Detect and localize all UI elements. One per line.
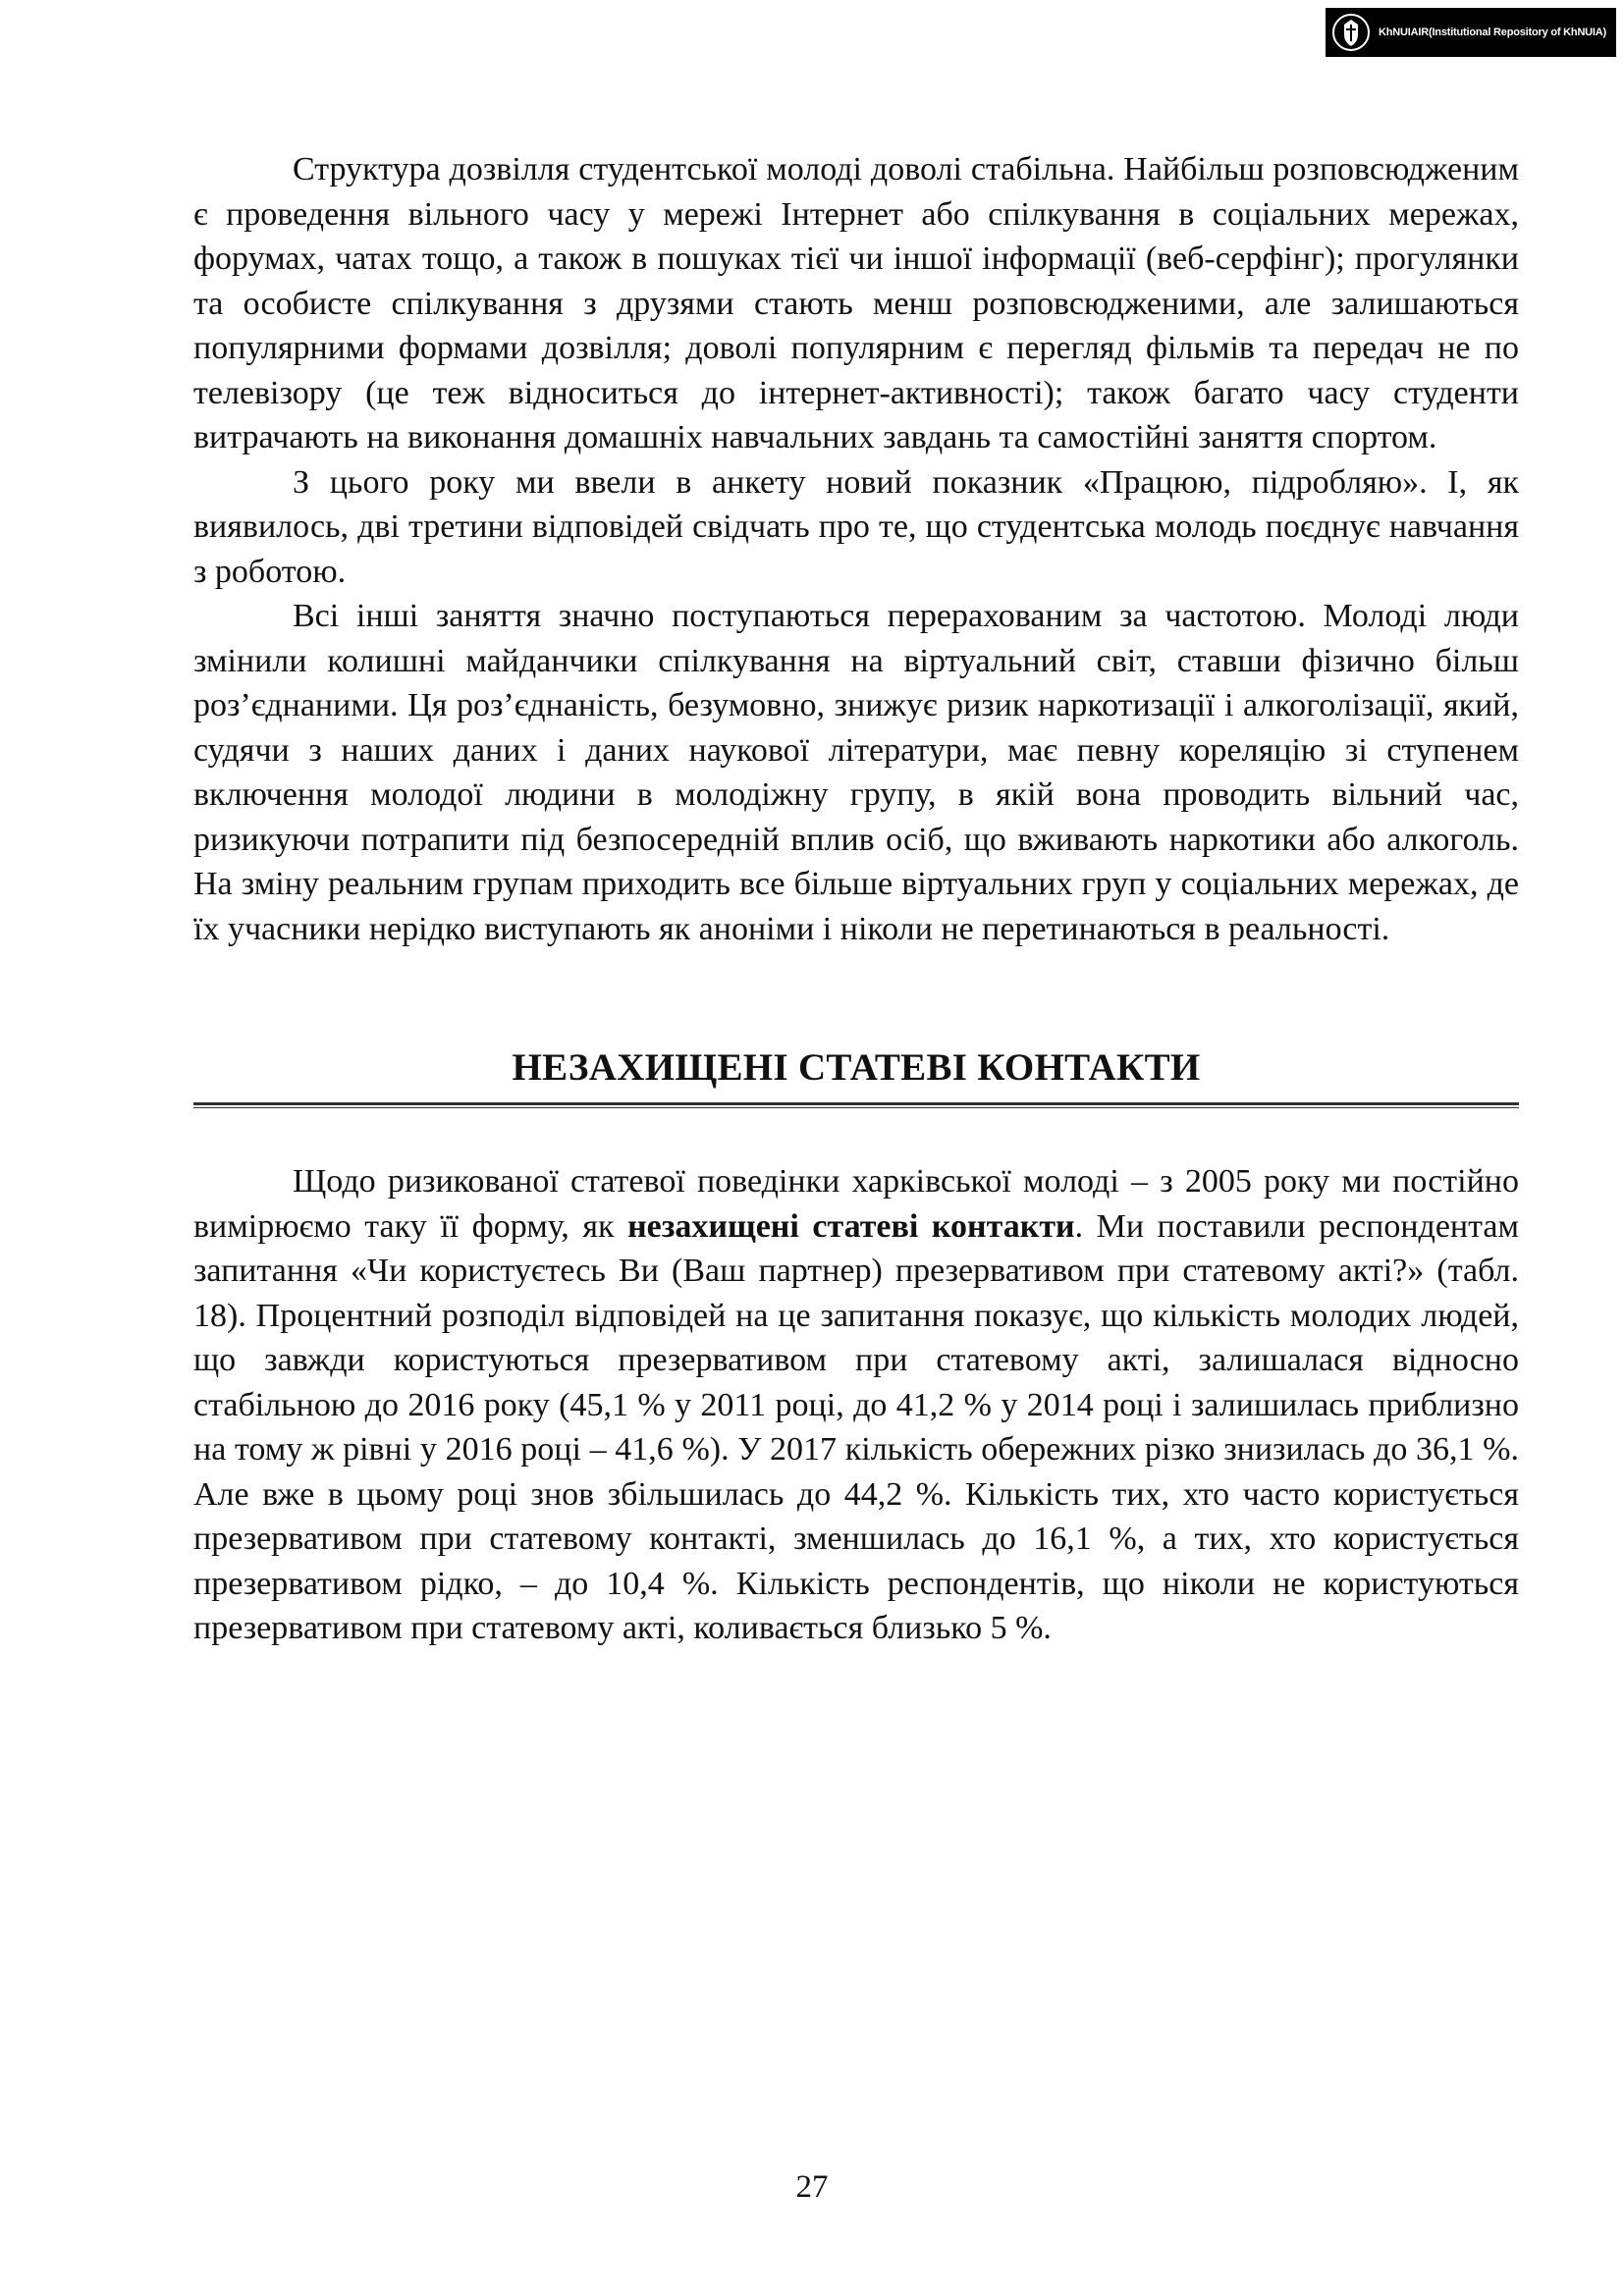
paragraph-leisure-structure: Структура дозвілля студентської молоді доволі стабільна. Найбільш розповсюдженим є проведення вільного часу у мережі Інтернет або спілкування в соціальних мережах, форумах, чатах тощо, а також в пошуках тієї чи іншої інформації (веб-серфінг); прогулянки та особисте спілкування з друзями стають менш розповсюдженими, але залишаються популярними формами дозвілля; доволі популярним є перегляд фільмів та передач не по телевізору (це теж відноситься до інтернет-активності); також багато часу студенти витрачають на виконання домашніх навчальних завдань та самостійні заняття спортом. [193, 151, 1519, 455]
page-content [193, 147, 1519, 1651]
repository-badge-label: KhNUIAIR(Institutional Repository of KhNUIA) [1379, 27, 1606, 38]
paragraph-work-indicator: З цього року ми ввели в анкету новий показник «Працюю, підробляю». І, як виявилось, дві третини відповідей свідчать про те, що студентська молодь поєднує навчання з роботою. [193, 463, 1519, 590]
section-heading: НЕЗАХИЩЕНІ СТАТЕВІ КОНТАКТИ [512, 1046, 1201, 1089]
page-number: 27 [795, 2169, 829, 2205]
paragraph-unprotected-contacts [193, 1159, 1519, 1651]
bold-term: незахищені статеві контакти [627, 1207, 1075, 1245]
repository-badge[interactable] [1326, 8, 1616, 57]
paragraph-virtual-world: Всі інші заняття значно поступаються перерахованим за частотою. Молоді люди змінили колишні майданчики спілкування на віртуальний світ, ставши фізично більш роз’єднаними. Ця роз’єднаність, безумовно, знижує ризик наркотизації і алкоголізації, який, судячи з наших даних і даних наукової літератури, має певну кореляцію зі ступенем включення молодої людини в молодіжну групу, в якій вона проводить вільний час, ризикуючи потрапити під безпосередній вплив осіб, що вживають наркотики або алкоголь. На зміну реальним групам приходить все більше віртуальних груп у соціальних мережах, де їх учасники нерідко виступають як аноніми і ніколи не перетинаються в реальності. [193, 598, 1519, 947]
paragraph-text-end: . Ми поставили респондентам запитання «Чи користуєтесь Ви (Ваш партнер) презервативом при статевому акті?» (табл. 18). Процентний розподіл відповідей на це запитання показує, що кількість молодих людей, що завжди користуються презервативом при статевому акті, залишалася відносно стабільною до 2016 року (45,1 % у 2011 році, до 41,2 % у 2014 році і залишилась приблизно на тому ж рівні у 2016 році – 41,6 %). У 2017 кількість обережних різко знизилась до 36,1 %. Але вже в цьому році знов збільшилась до 44,2 %. Кількість тих, хто часто користується презервативом при статевому контакті, зменшилась до 16,1 %, а тих, хто користується презервативом рідко, – до 10,4 %. Кількість респондентів, що ніколи не користуються презервативом при статевому акті, коливається близько 5 %. [193, 1207, 1519, 1646]
section-heading-block [193, 1041, 1519, 1108]
university-emblem-icon [1331, 13, 1371, 52]
paragraph-text-start: Щодо ризикованої статевої поведінки харківської молоді – з 2005 року ми постійно вимірюємо таку її форму, як [193, 1163, 1519, 1245]
heading-rule-thin [193, 1107, 1519, 1108]
heading-rule-thick [193, 1102, 1519, 1105]
